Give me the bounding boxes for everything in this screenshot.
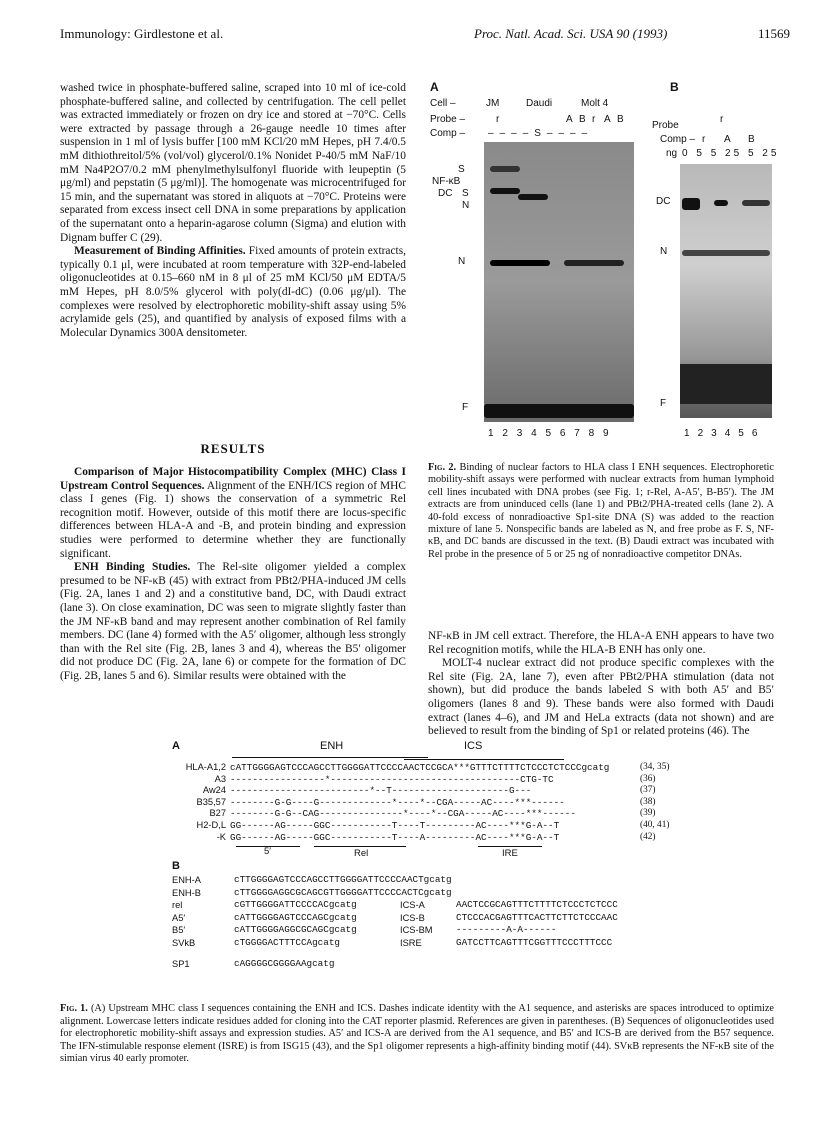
fig2b-lane-numbers: 123456 <box>684 428 766 439</box>
fig1-caption: Fig. 1. (A) Upstream MHC class I sequences containing the ENH and ICS. Dashes indicate identity with the A1 sequence, and asterisks are spaces introduced to optimize alignment. Lowercase letters indicate residues added for cloning into the CAT reporter plasmid. References are given in parentheses. (B) Sequences of oligonucleotides used for electrophoretic mobility-shift assays and expression studies. A5′ and ICS-A are derived from the A1 sequence, and B5′ and ICS-B are derived from the B57 sequence. The IFN-stimulable response element (ISRE) is from ISG15 (43), and the Sp1 oligomer represents a high-affinity binding motif (44). SVκB represents the NF-κB site of the simian virus 40 early promoter. <box>60 1003 774 1065</box>
alignment-row: A3 -----------------*----------------------------------CTG-TC (36) <box>214 773 656 785</box>
fig2b-band-dc-lane3 <box>714 200 728 206</box>
fig2b-label-f: F <box>660 398 667 409</box>
fig2a-probe-r1: r <box>496 114 500 125</box>
fig1-rel-label: Rel <box>354 848 369 859</box>
fig2a-probe-r2: r <box>592 114 596 125</box>
oligo-row: ENH-B cTTGGGGAGGCGCAGCGTTGGGGATTCCCCACTCgcatg <box>172 886 452 898</box>
oligo-row: A5′ cATTGGGGAGTCCCAGCgcatg <box>172 911 357 923</box>
fig2a-probe-b2: B <box>617 114 624 125</box>
oligo-row: ICS-B CTCCCACGAGTTTCACTTCTTCTCCCAAC <box>400 911 618 923</box>
fig1-a-letter: A <box>172 740 180 752</box>
fig2a-probe-label: Probe – <box>430 114 466 125</box>
fig2a-label-s2: S <box>462 188 469 199</box>
oligo-row: SP1 cAGGGGCGGGGAAgcatg <box>172 957 335 969</box>
fig2a-cell-daudi: Daudi <box>526 98 553 109</box>
alignment-row: -K GG------AG-----GGC-----------T----A---------AC----***G-A--T (42) <box>216 831 656 843</box>
fig2a-label-dc: DC <box>438 188 453 199</box>
alignment-row: B27 --------G-G--CAG---------------*----*--CGA-----AC----***------ (39) <box>209 808 656 820</box>
fig2a-probe-b1: B <box>579 114 586 125</box>
fig1-enh-bar <box>232 757 428 758</box>
section-head-mhc: Comparison of Major Histocompatibility Complex (MHC) Class I Upstream Control Sequences. <box>60 466 406 492</box>
fig1-ics-bar <box>404 759 564 760</box>
paragraph-enh-binding: ENH Binding Studies. The Rel-site oligomer yielded a complex presumed to be NF-κB (45) with extract from PBt2/PHA-induced JM cells (Fig. 2A, lanes 1 and 2) and a constitutive band, DC, with Daudi extract (lane 3). On close examination, DC was seen to migrate slightly faster than the JM NF-κB band and may represent another combination of Rel family members. DC (lane 4) formed with the A5′ oligomer, although less strongly than with the Rel site (Fig. 2B, lanes 3 and 4), whereas the B5′ oligomer did not produce DC (Fig. 2A, lane 6) or compete for the formation of DC (Fig. 2B, lanes 5 and 6). Similar results were obtained with the <box>60 561 406 682</box>
fig2a-cell-label: Cell – <box>430 98 456 109</box>
fig2a-label-n: N <box>458 256 466 267</box>
oligo-row: SVkB cTGGGGACTTTCCAgcatg <box>172 936 341 948</box>
fig2a-band-n <box>490 260 550 266</box>
fig2b-band-dc-lane5 <box>742 200 770 206</box>
oligo-row: ENH-A cTTGGGGAGTCCCAGCCTTGGGGATTCCCCAACTgcatg <box>172 874 452 885</box>
fig1-ire-bar <box>478 846 542 847</box>
fig2b-comp-a: A <box>724 134 731 145</box>
fig1 <box>172 740 772 998</box>
fig2a-band-n2 <box>564 260 624 266</box>
section-head-binding: Measurement of Binding Affinities. <box>74 245 246 258</box>
fig1-ire-label: IRE <box>502 848 518 859</box>
paragraph-binding-affinities: Measurement of Binding Affinities. Fixed amounts of protein extracts, typically 0.1 μl, were incubated at room temperature with 32P-end-labeled oligonucleotides at 0.15–660 nM in 8 μl of 25 mM KCl/50 μM EDTA/5 mM Hepes, pH 8.0/5% glycerol with poly(dI-dC) (0.06 μg/μl). The complexes were resolved by electrophoretic mobility-shift assay using 5% acrylamide gels (25), and quantified by analysis of exposed films with a Molecular Dynamics 300A densitometer. <box>60 245 406 339</box>
fig2b-gel-image <box>680 164 772 418</box>
fig2b-band-free <box>680 364 772 404</box>
fig2b-label-dc: DC <box>656 196 671 207</box>
fig2b-letter: B <box>670 80 679 94</box>
paragraph-lysis: washed twice in phosphate-buffered saline, scraped into 10 ml of ice-cold phosphate-buffered saline, and collected by centrifugation. The cell pellet was extracted immediately or frozen on dry ice and stored at −70°C. Cells were extracted by passage through a 26-gauge needle 10 times after suspension in 1 ml of lysis buffer [100 mM KCl/20 mM Hepes, pH 7.4/0.5 mM dithiothreitol/5% (vol/vol) glycerol/0.1% Nonidet P-40/5 mM NaF/10 mM Na4P2O7/0.2 mM phenylmethylsulfonyl fluoride with leupeptin (5 μg/ml) and pepstatin (5 μg/ml)]. The homogenate was microcentrifuged for 15 min, and the supernatant was stored in aliquots at −70°C. Proteins were separated from excess insect cell DNA in some preparations by application of the supernatant onto a heparin-agarose column (Sigma) and elution with Dignam buffer C (29). <box>60 82 406 244</box>
fig1-ics-label: ICS <box>464 740 483 752</box>
right-column <box>428 630 774 739</box>
left-column-results <box>60 466 406 684</box>
oligo-row: B5′ cATTGGGGAGGCGCAGCgcatg <box>172 924 357 936</box>
fig2a-probe-a2: A <box>604 114 611 125</box>
fig1-5prime-label: 5′ <box>264 846 272 857</box>
oligo-row: ICS-BM ---------A-A------ <box>400 924 557 936</box>
fig1-oligos-right <box>400 899 618 949</box>
fig2a-label-s-top: S <box>458 164 465 175</box>
running-header-journal: Proc. Natl. Acad. Sci. USA 90 (1993) <box>474 26 668 41</box>
oligo-row: ICS-A AACTCCGCAGTTTCTTTTCTCCCTCTCCC <box>400 899 618 910</box>
oligo-row: ISRE GATCCTTCAGTTTCGGTTTCCCTTTCCC <box>400 936 613 948</box>
fig2a-probe-a1: A <box>566 114 573 125</box>
fig2a-band-dc <box>518 194 548 200</box>
fig2b-comp-r: r <box>702 134 706 145</box>
fig1-enh-label: ENH <box>320 740 344 752</box>
fig2a-lane-numbers: 123456789 <box>488 428 618 439</box>
fig2a-cell-molt4: Molt 4 <box>581 98 609 109</box>
fig2a-comp-values: ––––S–––– <box>488 128 594 139</box>
fig2a-gel-image <box>484 142 634 422</box>
fig2b-probe-label: Probe <box>652 120 679 131</box>
fig2a-letter: A <box>430 80 439 94</box>
fig2b-band-n <box>682 250 770 256</box>
fig2b-ng-label: ng <box>666 148 678 159</box>
paragraph-molt4: MOLT-4 nuclear extract did not produce specific complexes with the Rel site (Fig. 2A, lane 7), even after PBt2/PHA stimulation (data not shown), but did produce the bands labeled S with both A5′ and B5′ oligomers (lanes 8 and 9). These bands were also formed with Daudi extract (lanes 4–6), and JM and HeLa extracts (data not shown) and are believed to result from the binding of Sp1 or related proteins (46). The <box>428 657 774 738</box>
fig2a-band-nfkb <box>490 188 520 194</box>
fig2-panel-a <box>428 80 648 450</box>
section-head-enh: ENH Binding Studies. <box>74 561 191 574</box>
oligo-row: rel cGTTGGGGATTCCCCACgcatg <box>172 899 357 911</box>
fig1-rel-bar <box>314 846 406 847</box>
fig2a-band-s <box>490 166 520 172</box>
fig2-panel-b <box>650 80 780 450</box>
fig2b-ng-values: 0 5 5 25 5 25 <box>682 148 780 159</box>
alignment-row: H2-D,L GG------AG-----GGC-----------T----T---------AC----***G-A--T (40, 41) <box>196 819 670 831</box>
paragraph-nfkb-jm: NF-κB in JM cell extract. Therefore, the HLA-A ENH appears to have two Rel recognition motifs, while the HLA-B ENH has only one. <box>428 630 774 656</box>
fig2b-band-dc-lane1 <box>682 198 700 210</box>
fig2a-label-n-small: N <box>462 200 470 211</box>
fig2a-cell-jm: JM <box>486 98 500 109</box>
fig2b-probe-r: r <box>720 114 724 125</box>
left-column <box>60 82 406 340</box>
results-heading: RESULTS <box>200 441 266 456</box>
page-number: 11569 <box>758 26 791 41</box>
fig2a-label-nfkb: NF-κB <box>432 176 461 187</box>
fig2a-label-f: F <box>462 402 469 413</box>
alignment-row: Aw24 -------------------------*--T---------------------G--- (37) <box>202 785 656 797</box>
fig2b-comp-label: Comp – <box>660 134 696 145</box>
running-header-left: Immunology: Girdlestone et al. <box>60 26 224 41</box>
alignment-row: B35,57 --------G-G----G-------------*----*--CGA-----AC----***------ (38) <box>196 796 656 808</box>
fig2a-band-free <box>484 404 634 418</box>
fig2-caption: Fig. 2. Binding of nuclear factors to HLA class I ENH sequences. Electrophoretic mobility-shift assays were performed with nuclear extracts from human lymphoid cell lines incubated with DNA probes (see Fig. 1; r-Rel, A-A5′, B-B5′). The JM extracts are from uninduced cells (lane 1) and PBt2/PHA-treated cells (lane 2). A 40-fold excess of nonradioactive Sp1-site DNA (S) was added to the reaction mixture of lane 5. Nonspecific bands are labeled as N, and free probe as F. S, NF-κB, and DC bands are discussed in the text. (B) Daudi extract was incubated with Rel probe in the presence of 5 or 25 ng of nonradioactive competitor DNAs. <box>428 462 774 560</box>
alignment-row: HLA-A1,2 cATTGGGGAGTCCCAGCCTTGGGGATTCCCCAACTCCGCA***GTTTCTTTTCTCCCTCTCCCgcatg (34, 35) <box>185 762 670 773</box>
fig2b-comp-b: B <box>748 134 755 145</box>
paragraph-mhc-comparison: Comparison of Major Histocompatibility Complex (MHC) Class I Upstream Control Sequences. Alignment of the ENH/ICS region of MHC class I genes (Fig. 1) shows the conservation of a symmetric Rel recognition motif. However, outside of this motif there are locus-specific differences between HLA-A and -B, and protein binding and expression studies were performed to determine whether they are functionally significant. <box>60 466 406 560</box>
fig2a-comp-label: Comp – <box>430 128 466 139</box>
fig2b-label-n: N <box>660 246 668 257</box>
fig1-b-letter: B <box>172 860 180 872</box>
fig1-alignment <box>172 762 669 843</box>
